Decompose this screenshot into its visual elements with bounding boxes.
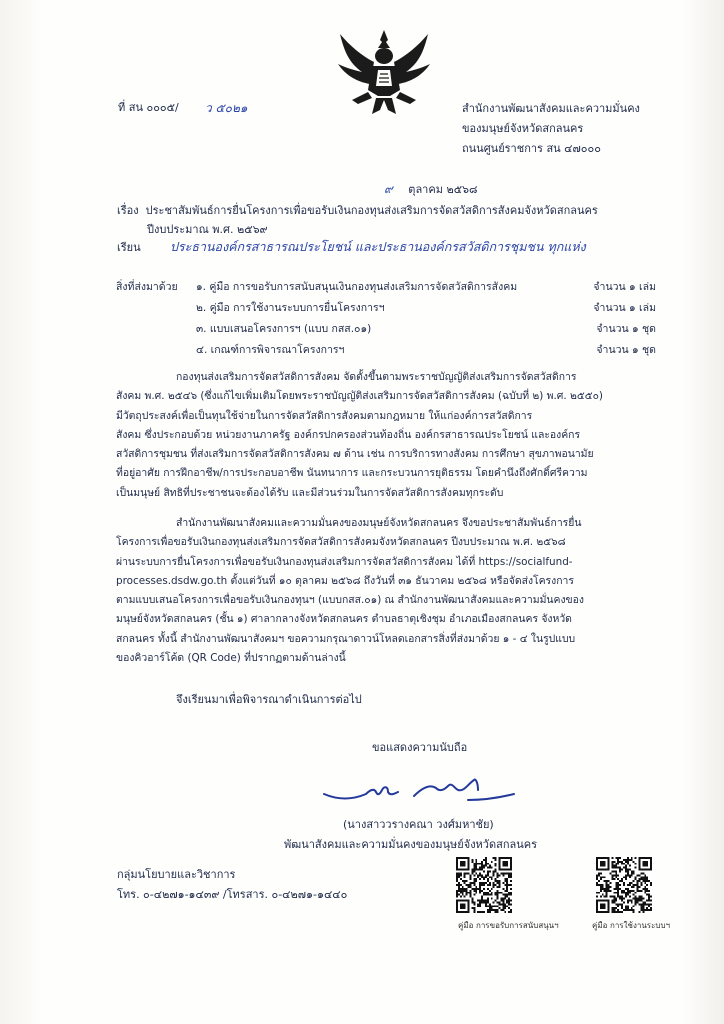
qr-code-handbook-2[interactable] (596, 857, 652, 913)
office-line-1: สำนักงานพัฒนาสังคมและความมั่นคง (462, 102, 640, 115)
closing-request: จึงเรียนมาเพื่อพิจารณาดำเนินการต่อไป (176, 693, 362, 706)
qr-code-handbook-1[interactable] (456, 857, 512, 913)
footer-phone-fax: โทร. ๐-๔๒๗๑-๑๔๓๙ /โทรสาร. ๐-๔๒๗๑-๑๔๔๐ (117, 888, 348, 901)
signer-name: (นางสาววรางคณา วงศ์มหาชัย) (343, 818, 494, 831)
doc-number-label: ที่ สน ๐๐๐๕/ (118, 101, 179, 114)
recipient-label: เรียน (117, 241, 141, 254)
signer-title: พัฒนาสังคมและความมั่นคงของมนุษย์จังหวัดสกลนคร (284, 838, 538, 851)
recipient-handwritten: ประธานองค์กรสาธารณประโยชน์ และประธานองค์กรสวัสดิการชุมชน ทุกแห่ง (170, 239, 586, 254)
subject-label: เรื่อง (117, 204, 139, 217)
attachments-label: สิ่งที่ส่งมาด้วย (116, 281, 178, 293)
footer-department: กลุ่มนโยบายและวิชาการ (117, 868, 236, 881)
attachment-row: ๒. คู่มือ การใช้งานระบบการยื่นโครงการฯ จำนวน ๑ เล่ม (196, 302, 656, 314)
office-line-2: ของมนุษย์จังหวัดสกลนคร (462, 122, 584, 135)
subject-line-2: ปีงบประมาณ พ.ศ. ๒๕๖๙ (147, 223, 268, 236)
footer-contact (117, 865, 347, 905)
office-line-3: ถนนศูนย์ราชการ สน ๔๗๐๐๐ (462, 142, 601, 155)
subject-block (117, 201, 598, 239)
office-address (462, 99, 640, 159)
doc-number-handwritten: ว ๕๐๒๑ (205, 101, 248, 115)
garuda-emblem-icon (332, 26, 436, 118)
body-paragraph-2: สำนักงานพัฒนาสังคมและความมั่นคงของมนุษย์จังหวัดสกลนคร จึงขอประชาสัมพันธ์การยื่น โครงการเพื่อขอรับเงินกองทุนส่งเสริมการจัดสวัสดิการสังคมจังหวัดสกลนคร ปีงบประมาณ พ.ศ. ๒๕๖๘ ผ่านระบบการยื่นโครงการเพื่อขอรับเงินกองทุนส่งเสริมการจัดสวัสดิการสังคม ได้ที่ https://socialfund- processes.dsdw.go.th ตั้งแต่วันที่ ๑๐ ตุลาคม ๒๕๖๘ ถึงวันที่ ๓๑ ธันวาคม ๒๕๖๘ หรือจัดส่งโครงการ ตามแบบเสนอโครงการเพื่อขอรับเงินกองทุนฯ (แบบกสส.๐๑) ณ สำนักงานพัฒนาสังคมและความมั่นคงของ มนุษย์จังหวัดสกลนคร (ชั้น ๑) ศาลากลางจังหวัดสกลนคร ตำบลธาตุเชิงชุม อำเภอเมืองสกลนคร จังหวัด สกลนคร ทั้งนี้ สำนักงานพัฒนาสังคมฯ ขอความกรุณาดาวน์โหลดเอกสารสิ่งที่ส่งมาด้วย ๑ - ๔ ในรูปแบบ ของคิวอาร์โค้ด (QR Code) ที่ปรากฏตามด้านล่างนี้ (116, 517, 584, 665)
doc-date: ๙ ตุลาคม ๒๕๖๘ (384, 182, 478, 196)
attachment-row: ๔. เกณฑ์การพิจารณาโครงการฯ จำนวน ๑ ชุด (196, 344, 656, 356)
attachment-row: ๓. แบบเสนอโครงการฯ (แบบ กสส.๐๑) จำนวน ๑ ชุด (196, 323, 656, 335)
attachment-row: สิ่งที่ส่งมาด้วย ๑. คู่มือ การขอรับการสนับสนุนเงินกองทุนส่งเสริมการจัดสวัสดิการสังคม จำนวน ๑ เล่ม (116, 278, 656, 297)
body-paragraph-1: กองทุนส่งเสริมการจัดสวัสดิการสังคม จัดตั้งขึ้นตามพระราชบัญญัติส่งเสริมการจัดสวัสดิการ สังคม พ.ศ. ๒๕๔๖ (ซึ่งแก้ไขเพิ่มเติมโดยพระราชบัญญัติส่งเสริมการจัดสวัสดิการสังคม (ฉบับที่ ๒) พ.ศ. ๒๕๕๐) มีวัตถุประสงค์เพื่อเป็นทุนใช้จ่ายในการจัดสวัสดิการสังคมตามกฎหมาย ให้แก่องค์การสวัสดิการ สังคม ซึ่งประกอบด้วย หน่วยงานภาครัฐ องค์กรปกครองส่วนท้องถิ่น องค์กรสาธารณประโยชน์ และองค์กร สวัสดิการชุมชน ที่ส่งเสริมการจัดสวัสดิการสังคม ๗ ด้าน เช่น การบริการทางสังคม การศึกษา สุขภาพอนามัย ที่อยู่อาศัย การฝึกอาชีพ/การประกอบอาชีพ นันทนาการ และกระบวนการยุติธรรม โดยคำนึงถึงศักดิ์ศรีความ เป็นมนุษย์ สิทธิที่ประชาชนจะต้องได้รับ และมีส่วนร่วมในการจัดสวัสดิการสังคมทุกระดับ (116, 371, 603, 499)
handwritten-signature (318, 770, 538, 810)
sign-off: ขอแสดงความนับถือ (372, 741, 468, 754)
date-day-handwritten: ๙ (384, 182, 393, 196)
qr-caption-1: คู่มือ การขอรับการสนับสนุนฯ (458, 921, 559, 930)
subject-line-1: ประชาสัมพันธ์การยื่นโครงการเพื่อขอรับเงินกองทุนส่งเสริมการจัดสวัสดิการสังคมจังหวัดสกลนคร (145, 204, 598, 217)
qr-caption-2: คู่มือ การใช้งานระบบฯ (592, 921, 671, 930)
